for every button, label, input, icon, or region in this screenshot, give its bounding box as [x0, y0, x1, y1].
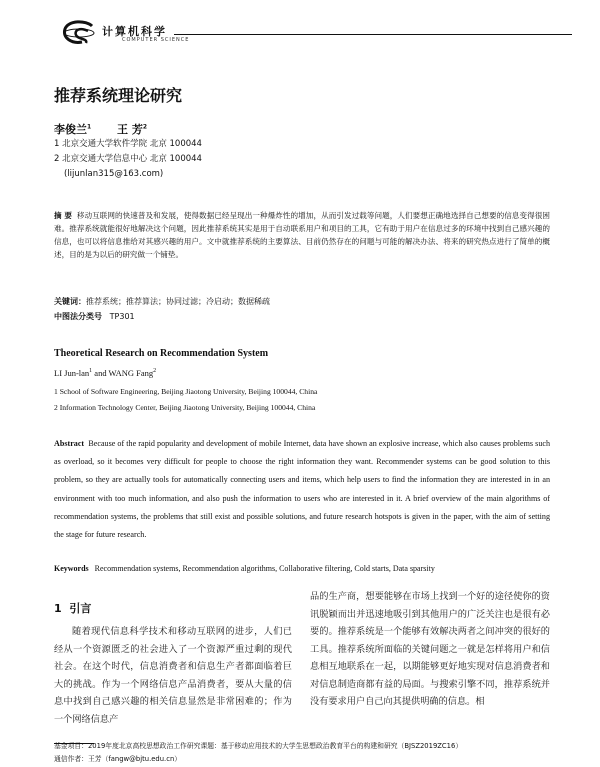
clc-number: 中图法分类号 TP301 — [54, 312, 135, 321]
abstract-cn — [54, 209, 550, 261]
keywords-cn: 关键词：推荐系统；推荐算法；协同过滤；冷启动；数据稀疏 — [54, 297, 270, 306]
journal-logo-icon — [62, 20, 96, 46]
affiliation-line: 2 北京交通大学信息中心 北京 100044 — [54, 154, 202, 164]
abstract-en-text: Because of the rapid popularity and development of mobile Internet, data have shown an explosive increase, which also causes problems such as overload, so it becomes very difficult for people to choose the right information they want. Recommender systems can be good solution to this problem, so they are actually tools for automatically connecting users and items, which help users to find the information they are interested in in an environment with too much information, and also push the information to users who are interested in it. A brief overview of the main algorithms of recommendation systems, the problems that still exist and possible solutions, and future research hotspots is given in the paper, with the aim of setting the stage for future research. — [54, 439, 550, 540]
footnote-corresponding: 通信作者：王芳（fangw@bjtu.edu.cn） — [54, 755, 182, 763]
author-1: 李俊兰$^1$ — [54, 123, 92, 136]
authors-en: LI Jun-lan$^1$ and WANG Fang$^2$ — [54, 368, 157, 378]
affiliation-line: 2 Information Technology Center, Beijing Jiaotong University, Beijing 100044, China — [54, 403, 316, 412]
journal-name: 计算机科学 — [102, 25, 167, 38]
paper-title-en: Theoretical Research on Recommendation System — [54, 348, 269, 359]
abstract-cn-label: 摘 要 — [54, 211, 72, 220]
body-right-column: 品的生产商，想要能够在市场上找到一个好的途径使你的资讯脱颖而出并迅速地吸引到其他用户的广泛关注也是很有必要的。推荐系统是一个能够有效解决两者之间冲突的很好的工具。推荐系统所面临的关键问题之一就是怎样将用户和信息相互地联系在一起，以期能够更好地实现对信息消费者和对信息制造商都有益的局面。与搜索引擎不同，推荐系统并没有要求用户自己向其提供明确的信息。相 — [310, 591, 550, 707]
abstract-en-label: Abstract — [54, 439, 85, 448]
journal-header — [62, 20, 572, 46]
body-left-column: 随着现代信息科学技术和移动互联网的进步，人们已经从一个资源匮乏的社会进入了一个资源严重过剩的现代社会。在这个时代，信息消费者和信息生产者都面临着巨大的挑战。作为一个网络信息产品消费者，要从大量的信息中找到自己感兴趣的相关信息显然是非常困难的；作为一个网络信息产 — [54, 626, 292, 725]
abstract-en — [54, 435, 550, 544]
affiliation-line: 1 School of Software Engineering, Beijing Jiaotong University, Beijing 100044, China — [54, 387, 318, 396]
email-line: (lijunlan315@163.com) — [64, 169, 164, 179]
journal-subtitle: COMPUTER SCIENCE — [122, 37, 190, 43]
keywords-en: Keywords Recommendation systems, Recommendation algorithms, Collaborative filtering, Cold starts, Data sparsity — [54, 564, 435, 573]
affiliation-line: 1 北京交通大学软件学院 北京 100044 — [54, 139, 202, 149]
author-2: 王 芳$^2$ — [117, 123, 148, 136]
authors-cn — [54, 121, 147, 137]
paper-title-cn: 推荐系统理论研究 — [54, 86, 183, 105]
footnote-funding: 基金项目：2019年度北京高校思想政治工作研究课题：基于移动应用技术的大学生思想政治教育平台的构建和研究（BJSZ2019ZC16） — [54, 742, 463, 750]
affiliations-cn — [54, 137, 202, 182]
affiliations-en — [54, 384, 317, 416]
header-rule — [174, 34, 572, 35]
abstract-cn-text: 移动互联网的快速普及和发展，使得数据已经呈现出一种爆炸性的增加，从而引发过载等问题，人们要想正确地选择自己想要的信息变得很困难。推荐系统就能很好地解决这个问题，因此推荐系统其实是用于自动联系用户和项目的工具，它有助于用户在信息过多的环境中找到自己感兴趣的信息，也可以将信息推给对其感兴趣的用户。文中就推荐系统的主要算法、目前仍然存在的问题与可能的解决办法、将来的研究热点进行了简单的概述，目的是为以后的研究做一个铺垫。 — [54, 211, 550, 259]
section-heading: 1 引言 — [54, 602, 92, 615]
